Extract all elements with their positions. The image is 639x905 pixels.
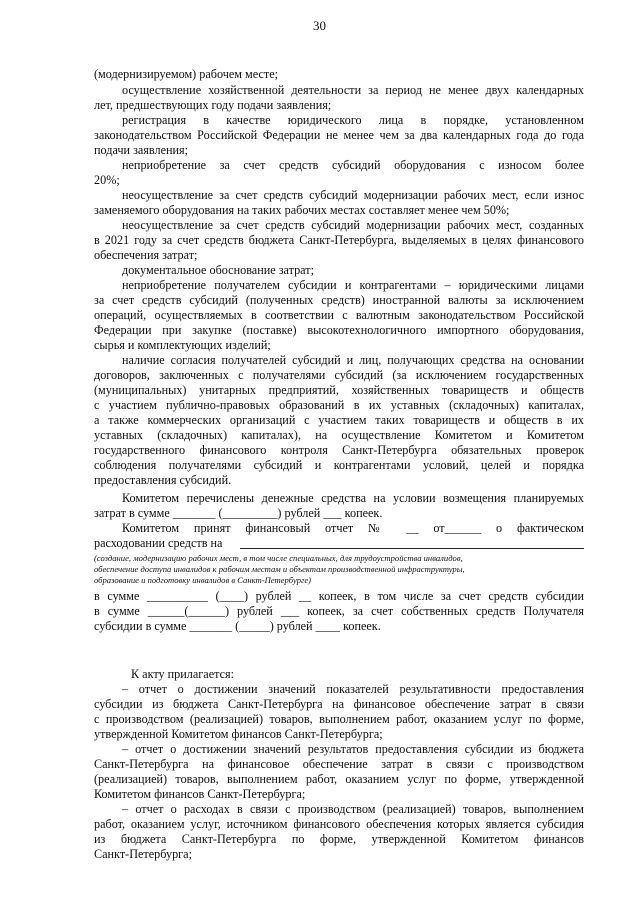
text-line: а также коммерческих организаций с участием таких товариществ и обществ в их [94,413,584,427]
text-line: затрат в сумме _______ (_________) рублей ___ копеек. [94,506,383,520]
text-line: (модернизируемом) рабочем месте; [94,67,279,81]
text-line: субсидии в сумме _______ (_____) рублей ____ копеек. [94,619,381,633]
text-line: государственного финансового контроля Санкт-Петербурга обязательных проверок [94,443,584,457]
text-line: за счет средств субсидий (полученных средств) иностранной валюты за исключением [94,293,584,307]
text-line: в сумме ______(______) рублей ___ копеек, за счет собственных средств Получателя [94,604,584,618]
text-line: уставных (складочных) капиталах), на осуществление Комитетом и Комитетом [94,428,584,442]
text-line: расходовании средств на [94,536,223,550]
fill-in-line [240,548,584,549]
text-line: работ, оказанием услуг, источником финансового обеспечения которых является субсидия [94,817,584,831]
text-line: предоставления субсидий. [94,473,232,487]
text-line: – отчет о достижении значений показателей результативности предоставления [122,682,584,696]
text-line: соблюдения получателями субсидий и контрагентами условий, целей и порядка [94,458,584,472]
note-line: обеспечение доступа инвалидов к рабочим местам и объектам производственной инфраструктуры, [94,564,465,574]
text-line: Комитетом финансов Санкт-Петербурга; [94,787,306,801]
text-line: неосуществление за счет средств субсидий модернизации рабочих мест, если износ [122,188,584,202]
text-line: в 2021 году за счет средств бюджета Санкт-Петербурга, выделяемых в целях финансового [94,233,584,247]
note-line: (создание, модернизацию рабочих мест, в том числе специальных, для трудоустройства инвалидов, [94,553,463,563]
text-line: – отчет о расходах в связи с производством (реализацией) товаров, выполнением [122,802,584,816]
text-line: неосуществление за счет средств субсидий модернизации рабочих мест, созданных [122,218,584,232]
text-line: (реализацией) товаров, выполнением работ, оказанием услуг по форме, утвержденной [94,772,584,786]
text-line: законодательством Российской Федерации не менее чем за два календарных года до года [94,128,584,142]
text-line: утвержденной Комитетом финансов Санкт-Петербурга; [94,727,383,741]
text-line: осуществление хозяйственной деятельности за период не менее двух календарных [122,83,584,97]
text-line: документальное обоснование затрат; [122,263,314,277]
text-line: Комитетом принят финансовый отчет № __ от______ о фактическом [122,521,584,535]
note-line: образование и подготовку инвалидов в Санкт-Петербурге) [94,575,312,585]
text-line: заменяемого оборудования на таких рабочих местах составляет менее чем 50%; [94,203,510,217]
text-line: – отчет о достижении значений результатов предоставления субсидии из бюджета [122,742,584,756]
text-line: обеспечения затрат; [94,248,198,262]
text-line: наличие согласия получателей субсидий и лиц, получающих средства на основании [122,353,584,367]
text-line: неприобретение получателем субсидии и контрагентами – юридическими лицами [122,278,584,292]
text-line: К акту прилагается: [131,667,234,681]
text-line: Комитетом перечислены денежные средства на условии возмещения планируемых [122,491,584,505]
text-line: Санкт-Петербурга на финансовое обеспечение затрат в связи с производством [94,757,584,771]
text-line: договоров, заключенных с получателями субсидий (за исключением государственных [94,368,584,382]
text-line: с участием публично-правовых образований в их уставных (складочных) капиталах, [94,398,584,412]
text-line: (муниципальных) унитарных предприятий, хозяйственных товариществ и обществ [94,383,584,397]
text-line: подачи заявления; [94,143,189,157]
text-line: лет, предшествующих году подачи заявления; [94,98,332,112]
text-line: Федерации при закупке (поставке) высокотехнологичного импортного оборудования, [94,323,584,337]
text-line: неприобретение за счет средств субсидий оборудования с износом более [122,158,584,172]
text-line: субсидии из бюджета Санкт-Петербурга на финансовое обеспечение затрат в связи [94,697,584,711]
text-line: регистрация в качестве юридического лица в порядке, установленном [122,113,584,127]
text-line: 20%; [94,173,120,187]
text-line: в сумме __________ (____) рублей __ копеек, в том числе за счет средств субсидии [94,589,584,603]
text-line: Санкт-Петербурга; [94,847,192,861]
text-line: сырья и комплектующих изделий; [94,338,271,352]
text-line: операций, осуществляемых в соответствии с валютным законодательством Российской [94,308,584,322]
page-number: 30 [313,18,326,33]
text-line: с производством (реализацией) товаров, выполнением работ, оказанием услуг по форме, [94,712,584,726]
text-line: из бюджета Санкт-Петербурга по форме, утвержденной Комитетом финансов [94,832,584,846]
